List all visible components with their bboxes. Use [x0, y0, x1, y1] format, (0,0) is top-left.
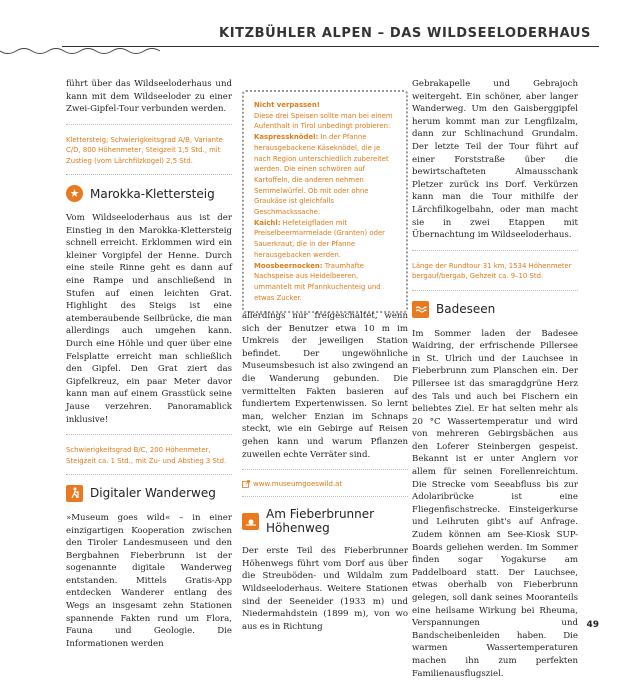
- route-info: Klettersteig; Schwierigkeitsgrad A/B, Variante C/D, 800 Höhenmeter, Steigzeit 1,5 Std., mit Zustieg (vom Lärchfilzkogel) 2,5 Std.: [66, 135, 223, 165]
- divider: [66, 434, 232, 435]
- section-body: Vom Wildseeloderhaus aus ist der Einstieg in den Marokka-Klettersteig schnell erreicht. Erklommen wird ein kleiner Vorgipfel der Henne. Durch eine steile Rinne geht es dann auf eine Rampe und anschließend in Stufen auf einen leichten Grat. Highlight des Steigs ist eine atemberaubende Seilbrücke, die man allerdings auch umgehen kann. Durch eine Höhle und quer über eine Felsplatte erreicht man schließlich den Gipfel. Den Grat ziert das Gipfelkreuz, ein paar Meter davor kann man auf einem Grasstück seine Jause verzehren. Panoramablick inklusive!: [66, 213, 232, 425]
- tip-item: Kaichl: Hefeteigfladen mit Preiselbeermarmelade (Granten) oder Sauerkraut, die in der Pfanne herausgebacken werden.: [254, 218, 386, 259]
- section-body: Der erste Teil des Fieberbrunner Höhenwegs führt vom Dorf aus über die Streuböden- und Wildalm zum Wildseeloderhaus. Weitere Stationen sind der Seeneider (1933 m) und Niedermahdstein (1899 m), von wo aus es in Richtung: [242, 546, 408, 632]
- section-heading-digital: [66, 485, 232, 502]
- divider: [66, 124, 232, 125]
- section-title: Badeseen: [436, 302, 496, 317]
- external-link-icon: [242, 480, 250, 488]
- section-heading-marokka: [66, 185, 232, 202]
- website-url: www.museumgoeswild.at: [253, 480, 343, 489]
- section-title: Digitaler Wanderweg: [90, 486, 216, 501]
- sun-icon: [242, 513, 259, 530]
- section-body: »Museum goes wild« – in einer einzigartigen Kooperation zwischen den Tiroler Landesmuseen und den Bergbahnen Fieberbrunn ist der sogenannte digitale Wanderweg entstanden. Mittels Gratis-App entdecken Wanderer entlang des Wegs an insgesamt zehn Stationen spannende Fakten rund um Flora, Fauna und Geologie. Die Informationen werden: [66, 512, 232, 649]
- column-2: [242, 310, 408, 633]
- tip-box: [242, 90, 408, 313]
- intro-paragraph: führt über das Wildseeloderhaus und kann mit dem Wildseeloder zu einer Zwei-Gipfel-Tour verbunden werden.: [66, 79, 232, 115]
- divider: [412, 290, 578, 291]
- running-title: KITZBÜHLER ALPEN – DAS WILDSEELODERHAUS: [219, 26, 591, 41]
- continued-paragraph: allerdings nur freigeschaltet, wenn sich der Benutzer etwa 10 m im Umkreis der jeweiligen Station befindet. Der ungewöhnliche Museumsbesuch ist also zwingend an die Wanderung gebunden. Die vermittelten Fakten basieren auf fundiertem Expertenwissen. So lernt man, welcher Enzian im Schnaps steckt, wie ein Gebirge auf Reisen gehen kann und warum Pflanzen zuweilen echte Verräter sind.: [242, 311, 408, 460]
- divider: [242, 469, 408, 470]
- continued-paragraph: Gebrakapelle und Gebrajoch weitergeht. Ein schöner, aber langer Wanderweg. Um den Gaisberggipfel herum kommt man zur Lengfilzalm, dann zur Schlinachund Grundalm. Der letzte Teil der Tour führt auf einer Forststraße über die bewirtschafteten Almausschank Pletzer zurück ins Dorf. Verkürzen kann man die Tour mithilfe der Lärchfilkogelbahn, oder man macht sie in zwei Etappen mit Übernachtung im Wildseeloderhaus.: [412, 79, 578, 241]
- section-body: Im Sommer laden der Badesee Waidring, der erfrischende Pillersee in St. Ulrich und der Lauchsee in Fieberbrunn zum Planschen ein. Der Pillersee ist das smaragdgrüne Herz des Tals und auch bei Fischern ein beliebtes Ziel. Er hat selten mehr als 20 °C Wassertemperatur und wird von mehreren Gebirgsbächen aus den Loferer Steinbergen gespeist. Bekannt ist er unter Anglern vor allem für seinen Forellenreichtum. Die Strecke vom Seeabfluss bis zur Adolaribrücke ist eine Fliegenfischstrecke. Einsteigerkurse und Leihruten gibt's auf Anfrage. Zudem können am See-Kiosk SUP-Boards geliehen werden. Im Sommer finden sogar Yogakurse am Paddelboard statt. Der Lauchsee, etwas oberhalb von Fieberbrunn gelegen, soll dank seines Mooranteils eine heilsame Wirkung bei Rheuma, Verspannungen und Bandscheibenleiden haben. Die warmen Wassertemperaturen machen ihn zum perfekten Familienausflugsziel.: [412, 328, 578, 679]
- divider: [242, 496, 408, 497]
- route-info: Schwierigkeitsgrad B/C, 200 Höhenmeter, Steigzeit ca. 1 Std., mit Zu- und Abstieg 3 Std.: [66, 446, 227, 465]
- tip-item: Kaspressknödel: In der Pfanne herausgebackene Käseknödel, die je nach Region unterschiedlich zubereitet werden. Die einen schwören auf Kartoffeln, die anderen nehmen Semmelwürfel. Ob mit oder ohne Graukäse ist gleichfalls Geschmackssache.: [254, 133, 389, 217]
- hiker-icon: [66, 485, 83, 502]
- tip-box-heading: Nicht verpassen!: [254, 101, 320, 109]
- divider: [412, 250, 578, 251]
- divider: [66, 474, 232, 475]
- column-1: [66, 78, 232, 650]
- section-heading-badeseen: [412, 301, 578, 318]
- page-header: [0, 0, 621, 54]
- route-info: Länge der Rundtour 31 km, 1534 Höhenmeter bergauf/bergab, Gehzeit ca. 9–10 Std.: [412, 261, 572, 281]
- section-title: Am Fieberbrunner Höhenweg: [266, 507, 375, 536]
- website-link[interactable]: [242, 480, 408, 488]
- page-number: 49: [586, 620, 599, 630]
- header-wave-ornament: [0, 48, 160, 58]
- tip-box-intro: Diese drei Speisen sollte man bei einem Aufenthalt in Tirol unbedingt probieren:: [254, 111, 393, 131]
- lake-icon: [412, 301, 429, 318]
- divider: [66, 174, 232, 175]
- star-icon: ★: [66, 185, 83, 202]
- header-rule: [62, 46, 599, 47]
- column-3: [412, 78, 578, 680]
- section-heading-hoehenweg: [242, 507, 408, 535]
- tip-item: Moosbeernocken: Traumhafte Nachspeise aus Heidelbeeren, ummantelt mit Pfannkuchenteig und etwas Zucker.: [254, 261, 381, 302]
- section-title: Marokka-Klettersteig: [90, 186, 215, 201]
